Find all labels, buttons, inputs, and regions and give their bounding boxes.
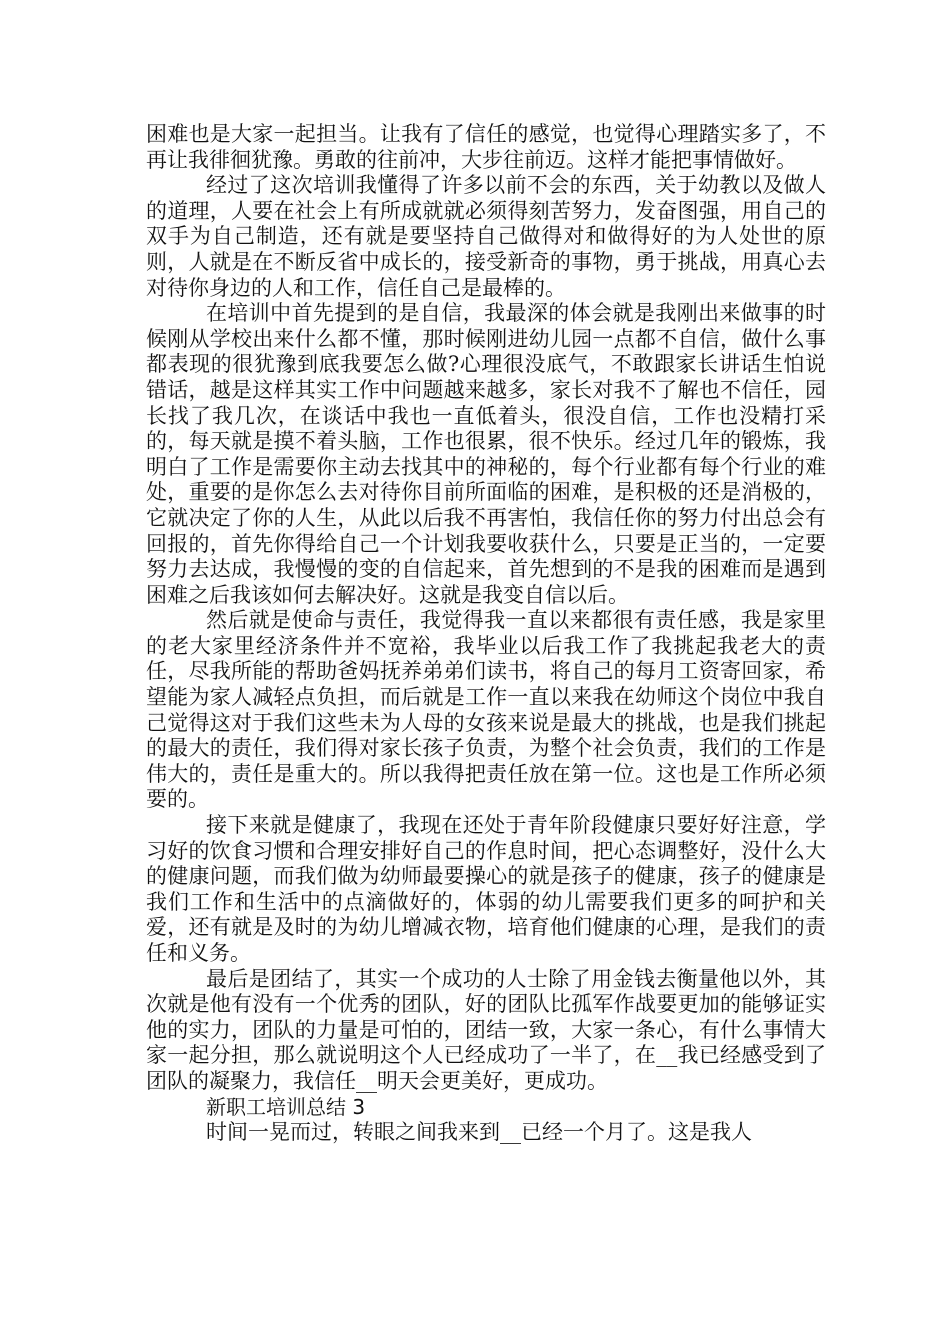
paragraph-responsibility: 然后就是使命与责任，我觉得我一直以来都很有责任感，我是家里的老大家里经济条件并不宽裕，我毕业以后我工作了我挑起我老大的责任，尽我所能的帮助爸妈抚养弟弟们读书，将自己的每月工资寄回家，希望能为家人减轻点负担，而后就是工作一直以来我在幼师这个岗位中我自己觉得这对于我们这些未为人母的女孩来说是最大的挑战，也是我们挑起的最大的责任，我们得对家长孩子负责，为整个社会负责，我们的工作是伟大的，责任是重大的。所以我得把责任放在第一位。这也是工作所必须要的。 xyxy=(146,608,826,812)
paragraph-health: 接下来就是健康了，我现在还处于青年阶段健康只要好好注意，学习好的饮食习惯和合理安排好自己的作息时间，把心态调整好，没什么大的健康问题，而我们做为幼师最要操心的就是孩子的健康，孩子的健康是我们工作和生活中的点滴做好的，体弱的幼儿需要我们更多的呵护和关爱，还有就是及时的为幼儿增减衣物，培育他们健康的心理，是我们的责任和义务。 xyxy=(146,813,826,965)
paragraph-continuation: 困难也是大家一起担当。让我有了信任的感觉，也觉得心理踏实多了，不再让我徘徊犹豫。勇敢的往前冲，大步往前迈。这样才能把事情做好。 xyxy=(146,122,826,172)
document-body xyxy=(146,122,826,1146)
paragraph-confidence: 在培训中首先提到的是自信，我最深的体会就是我刚出来做事的时候刚从学校出来什么都不懂，那时候刚进幼儿园一点都不自信，做什么事都表现的很犹豫到底我要怎么做?心理很没底气，不敢跟家长讲话生怕说错话，越是这样其实工作中问题越来越多，家长对我不了解也不信任，园长找了我几次，在谈话中我也一直低着头，很没自信，工作也没精打采的，每天就是摸不着头脑，工作也很累，很不快乐。经过几年的锻炼，我明白了工作是需要你主动去找其中的神秘的，每个行业都有每个行业的难处，重要的是你怎么去对待你目前所面临的困难，是积极的还是消极的，它就决定了你的人生，从此以后我不再害怕，我信任你的努力付出总会有回报的，首先你得给自己一个计划我要收获什么，只要是正当的，一定要努力去达成，我慢慢的变的自信起来，首先想到的不是我的困难而是遇到困难之后我该如何去解决好。这就是我变自信以后。 xyxy=(146,301,826,607)
paragraph-training-lessons: 经过了这次培训我懂得了许多以前不会的东西，关于幼教以及做人的道理，人要在社会上有所成就就必须得刻苦努力，发奋图强，用自己的双手为自己制造，还有就是要坚持自己做得对和做得好的为人处世的原则，人就是在不断反省中成长的，接受新奇的事物，勇于挑战，用真心去对待你身边的人和工作，信任自己是最棒的。 xyxy=(146,173,826,300)
paragraph-teamwork: 最后是团结了，其实一个成功的人士除了用金钱去衡量他以外，其次就是他有没有一个优秀的团队，好的团队比孤军作战要更加的能够证实他的实力，团队的力量是可怕的，团结一致，大家一条心，有什么事情大家一起分担，那么就说明这个人已经成功了一半了，在__我已经感受到了团队的凝聚力，我信任__明天会更美好，更成功。 xyxy=(146,966,826,1093)
paragraph-next-section-start: 时间一晃而过，转眼之间我来到__已经一个月了。这是我人 xyxy=(206,1120,752,1145)
section-heading: 新职工培训总结 3 xyxy=(206,1094,366,1119)
